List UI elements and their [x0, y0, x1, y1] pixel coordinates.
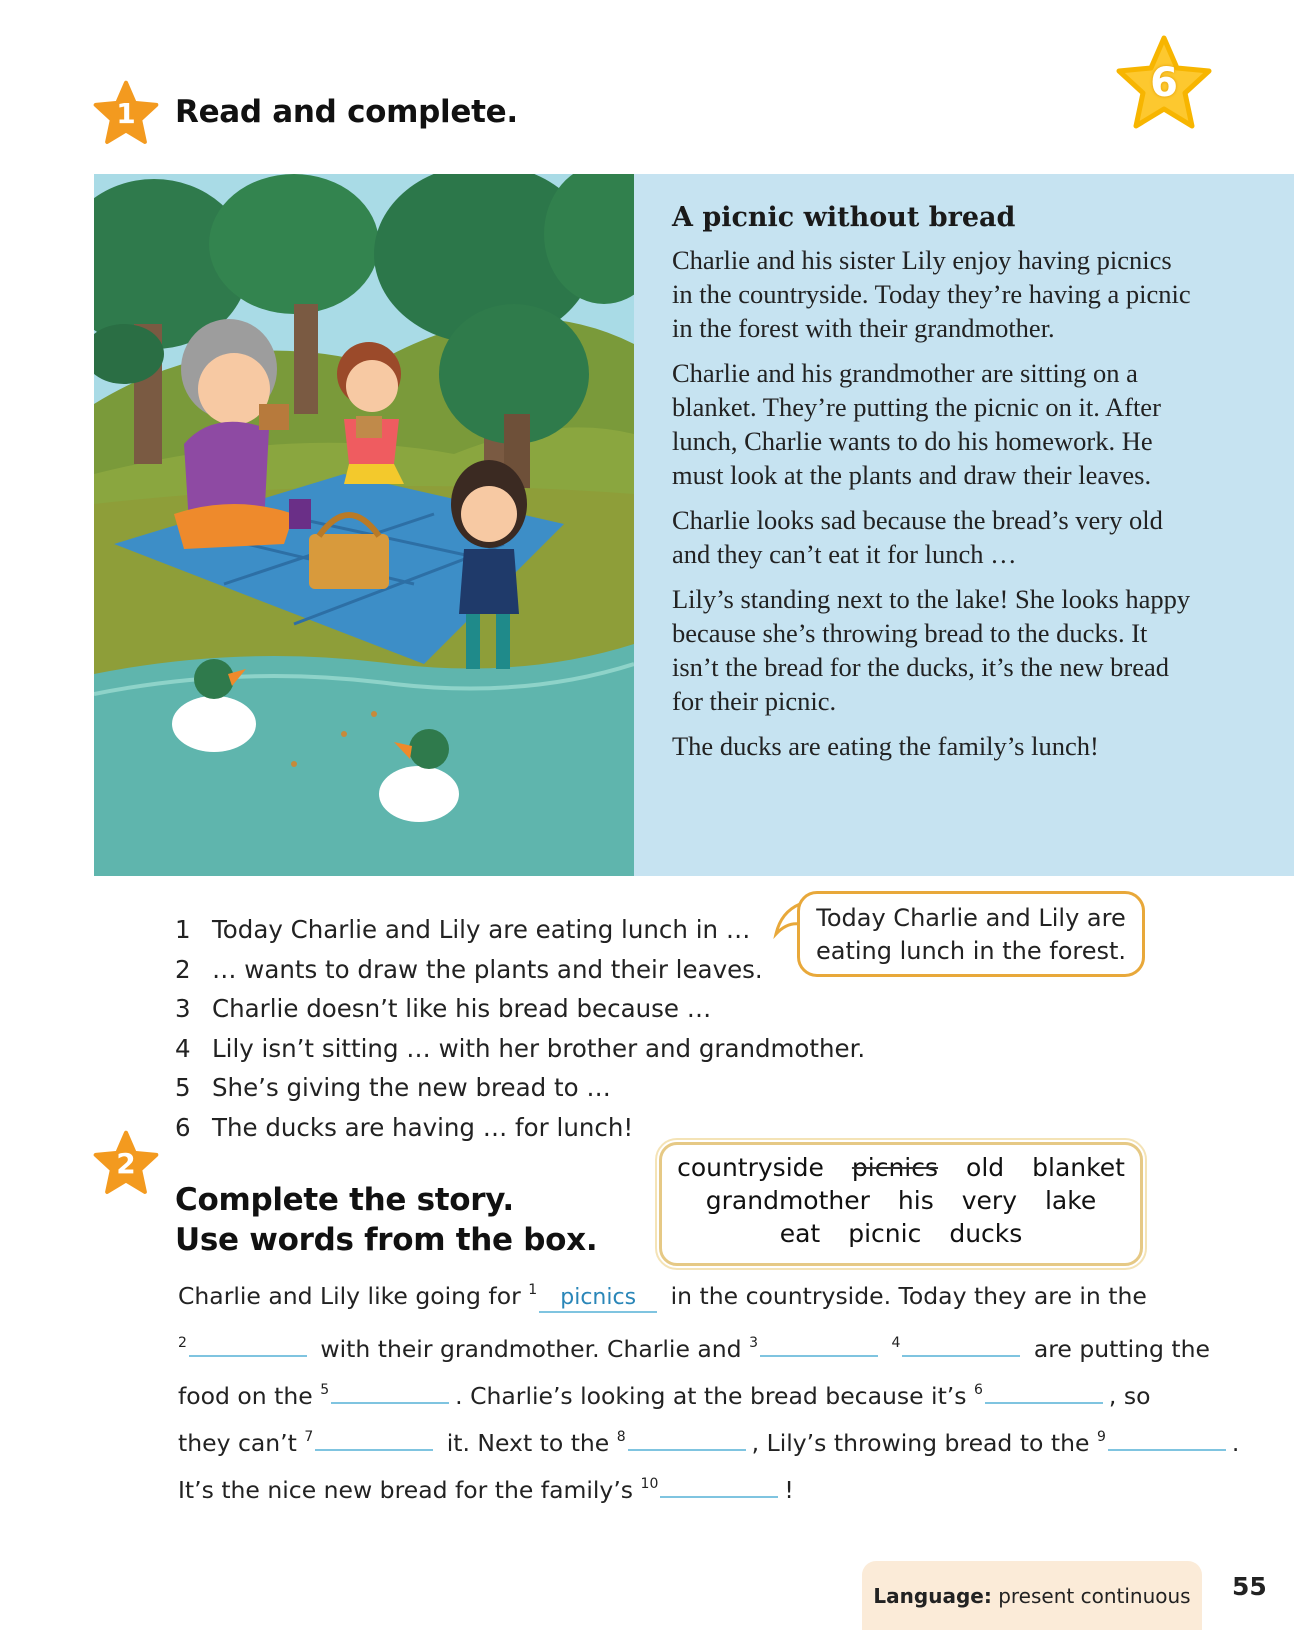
cloze-line [178, 1376, 1218, 1423]
cloze-line [178, 1282, 1218, 1329]
word: eat [779, 1219, 821, 1248]
question-number: 1 [175, 915, 191, 944]
gap-number: 1 [528, 1282, 538, 1298]
cloze-text: . [1231, 1429, 1240, 1457]
footer-value: present continuous [998, 1583, 1191, 1608]
story-paragraph: The ducks are eating the family’s lunch! [672, 731, 1099, 761]
question-number: 5 [175, 1073, 191, 1102]
cloze-text: in the countryside. Today they are in the [670, 1282, 1147, 1310]
answer-gap-10[interactable] [660, 1470, 778, 1498]
cloze-text: ! [784, 1476, 794, 1504]
word: very [961, 1186, 1017, 1215]
unit-number: 6 [1150, 60, 1178, 106]
word: ducks [949, 1219, 1023, 1248]
story-title: A picnic without bread [672, 202, 1016, 233]
cloze-line [178, 1470, 1218, 1517]
answer-gap-1[interactable]: picnics [539, 1285, 657, 1313]
word-row [662, 1186, 1140, 1215]
word-struck: picnics [851, 1153, 939, 1182]
unit-badge [1114, 34, 1214, 132]
gap-number: 10 [640, 1476, 659, 1492]
language-footer [862, 1561, 1202, 1630]
cloze-exercise [178, 1282, 1240, 1517]
word: picnic [848, 1219, 922, 1248]
word: old [966, 1153, 1005, 1182]
gap-number: 4 [891, 1335, 901, 1351]
cloze-text: It’s the nice new bread for the family’s [178, 1476, 634, 1504]
answer-gap-9[interactable] [1108, 1423, 1226, 1451]
gap-number: 7 [304, 1429, 314, 1445]
question-text: The ducks are having … for lunch! [212, 1112, 634, 1142]
word-row [662, 1219, 1140, 1248]
cloze-text: . Charlie’s looking at the bread because it’s [455, 1382, 967, 1410]
exercise-2-badge [92, 1130, 160, 1196]
word: blanket [1032, 1153, 1125, 1182]
question-list [175, 910, 865, 1147]
word: his [897, 1186, 934, 1215]
question-number: 6 [175, 1112, 191, 1142]
gap-number: 5 [320, 1382, 330, 1398]
answer-gap-3[interactable] [760, 1329, 878, 1357]
word-box [659, 1142, 1143, 1266]
cloze-text: food on the [178, 1382, 313, 1410]
question-item [175, 1029, 865, 1069]
footer-label: Language: [873, 1583, 992, 1608]
story-paragraph: Charlie and his grandmother are sitting on a blanket. They’re putting the picnic on it. After lunch, Charlie wants to do his homework. He must look at the plants and draw their leaves. [672, 358, 1161, 490]
answer-gap-6[interactable] [985, 1376, 1103, 1404]
exercise-2-number: 2 [116, 1146, 136, 1180]
answer-gap-4[interactable] [902, 1329, 1020, 1357]
gap-number: 2 [178, 1335, 187, 1351]
example-speech-bubble [797, 891, 1145, 977]
answer-gap-5[interactable] [331, 1376, 449, 1404]
question-number: 2 [175, 954, 191, 984]
story-paragraph: Charlie and his sister Lily enjoy having picnics in the countryside. Today they’re having a picnic in the forest with their grandmother. [672, 245, 1191, 343]
question-item [175, 950, 865, 990]
picnic-illustration [94, 174, 634, 876]
answer-gap-8[interactable] [628, 1423, 746, 1451]
bubble-line: eating lunch in the forest. [815, 937, 1127, 965]
answer-gap-2[interactable] [189, 1329, 307, 1357]
question-item [175, 910, 865, 950]
cloze-text: , so [1108, 1382, 1151, 1410]
question-text: … wants to draw the plants and their leaves. [212, 954, 763, 984]
answer-gap-7[interactable] [315, 1423, 433, 1451]
gap-number: 8 [616, 1429, 626, 1445]
exercise-1-instruction: Read and complete. [175, 94, 518, 130]
cloze-line [178, 1329, 1218, 1376]
question-text: Today Charlie and Lily are eating lunch in … [212, 915, 751, 944]
word: lake [1044, 1186, 1097, 1215]
question-number: 3 [175, 994, 191, 1023]
gap-number: 6 [973, 1382, 983, 1398]
cloze-text: it. Next to the [446, 1429, 610, 1457]
question-text: She’s giving the new bread to … [212, 1073, 611, 1102]
gap-number: 9 [1096, 1429, 1106, 1445]
story-paragraph: Lily’s standing next to the lake! She looks happy because she’s throwing bread to the ducks. It isn’t the bread for the ducks, it’s the new bread for their picnic. [672, 584, 1191, 716]
story-paragraph: Charlie looks sad because the bread’s very old and they can’t eat it for lunch … [672, 505, 1163, 569]
question-item [175, 989, 865, 1029]
cloze-text: they can’t [178, 1429, 297, 1457]
cloze-text: , Lily’s throwing bread to the [751, 1429, 1090, 1457]
gap-number: 3 [749, 1335, 758, 1351]
word: countryside [677, 1153, 824, 1182]
question-item [175, 1068, 865, 1108]
cloze-text: with their grandmother. Charlie and [320, 1335, 742, 1363]
cloze-text: Charlie and Lily like going for [178, 1282, 521, 1310]
exercise-2-instruction-line2: Use words from the box. [175, 1222, 598, 1258]
page-number: 55 [1232, 1572, 1267, 1601]
question-text: Charlie doesn’t like his bread because … [212, 994, 712, 1023]
question-number: 4 [175, 1033, 191, 1063]
exercise-1-badge [92, 80, 160, 146]
story-panel [634, 174, 1294, 876]
cloze-line [178, 1423, 1240, 1470]
exercise-2-instruction-line1: Complete the story. [175, 1182, 514, 1218]
word-row [662, 1153, 1140, 1182]
word: grandmother [705, 1186, 870, 1215]
bubble-line: Today Charlie and Lily are [816, 904, 1126, 932]
question-text: Lily isn’t sitting … with her brother and grandmother. [212, 1033, 866, 1063]
exercise-1-number: 1 [116, 96, 136, 130]
cloze-text: are putting the [1033, 1335, 1210, 1363]
